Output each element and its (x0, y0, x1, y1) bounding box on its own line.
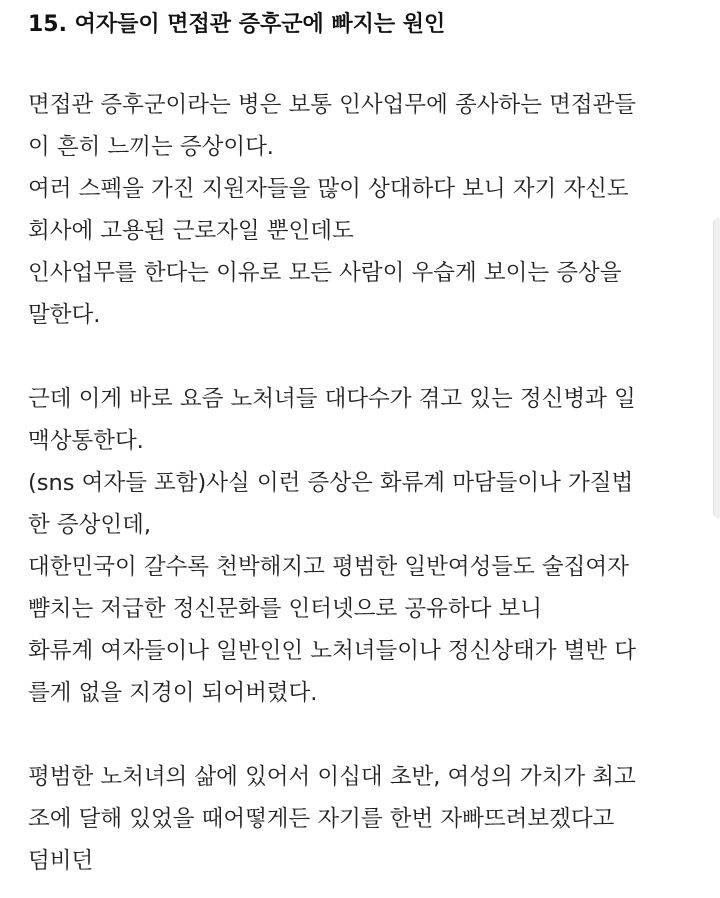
paragraph-2 (28, 378, 698, 714)
text-line: 뺨치는 저급한 정신문화를 인터넷으로 공유하다 보니 (28, 596, 542, 622)
text-line: 를게 없을 지경이 되어버렸다. (28, 680, 318, 706)
text-line: 조에 달해 있었을 때어떻게든 자기를 한번 자빠뜨려보겠다고 (28, 806, 615, 832)
article-title: 15. 여자들이 면접관 증후군에 빠지는 원인 (28, 12, 446, 37)
text-line: 이 흔히 느끼는 증상이다. (28, 134, 274, 160)
paragraph-spacer (28, 714, 698, 756)
paragraph-spacer (28, 42, 698, 84)
paragraph-3 (28, 756, 698, 882)
paragraph-1 (28, 84, 698, 336)
text-line: 회사에 고용된 근로자일 뿐인데도 (28, 218, 354, 244)
text-line: 면접관 증후군이라는 병은 보통 인사업무에 종사하는 면접관들 (28, 92, 637, 118)
text-line: 인사업무를 한다는 이유로 모든 사람이 우습게 보이는 증상을 (28, 260, 622, 286)
paragraph-spacer (28, 336, 698, 378)
text-line: 화류계 여자들이나 일반인인 노처녀들이나 정신상태가 별반 다 (28, 638, 637, 664)
text-line: 근데 이게 바로 요즘 노처녀들 대다수가 겪고 있는 정신병과 일 (28, 386, 636, 412)
text-line: 덤비던 (28, 848, 94, 874)
text-line: 한 증상인데, (28, 512, 151, 538)
scrollbar-thumb[interactable] (713, 218, 720, 518)
text-line: 맥상통한다. (28, 428, 144, 454)
text-line: 평범한 노처녀의 삶에 있어서 이십대 초반, 여성의 가치가 최고 (28, 764, 636, 790)
text-line: 말한다. (28, 302, 101, 328)
text-line: 대한민국이 갈수록 천박해지고 평범한 일반여성들도 술집여자 (28, 554, 629, 580)
text-line: 여러 스펙을 가진 지원자들을 많이 상대하다 보니 자기 자신도 (28, 176, 629, 202)
article (28, 0, 698, 882)
text-line: (sns 여자들 포함)사실 이런 증상은 화류계 마담들이나 가질법 (28, 470, 634, 496)
